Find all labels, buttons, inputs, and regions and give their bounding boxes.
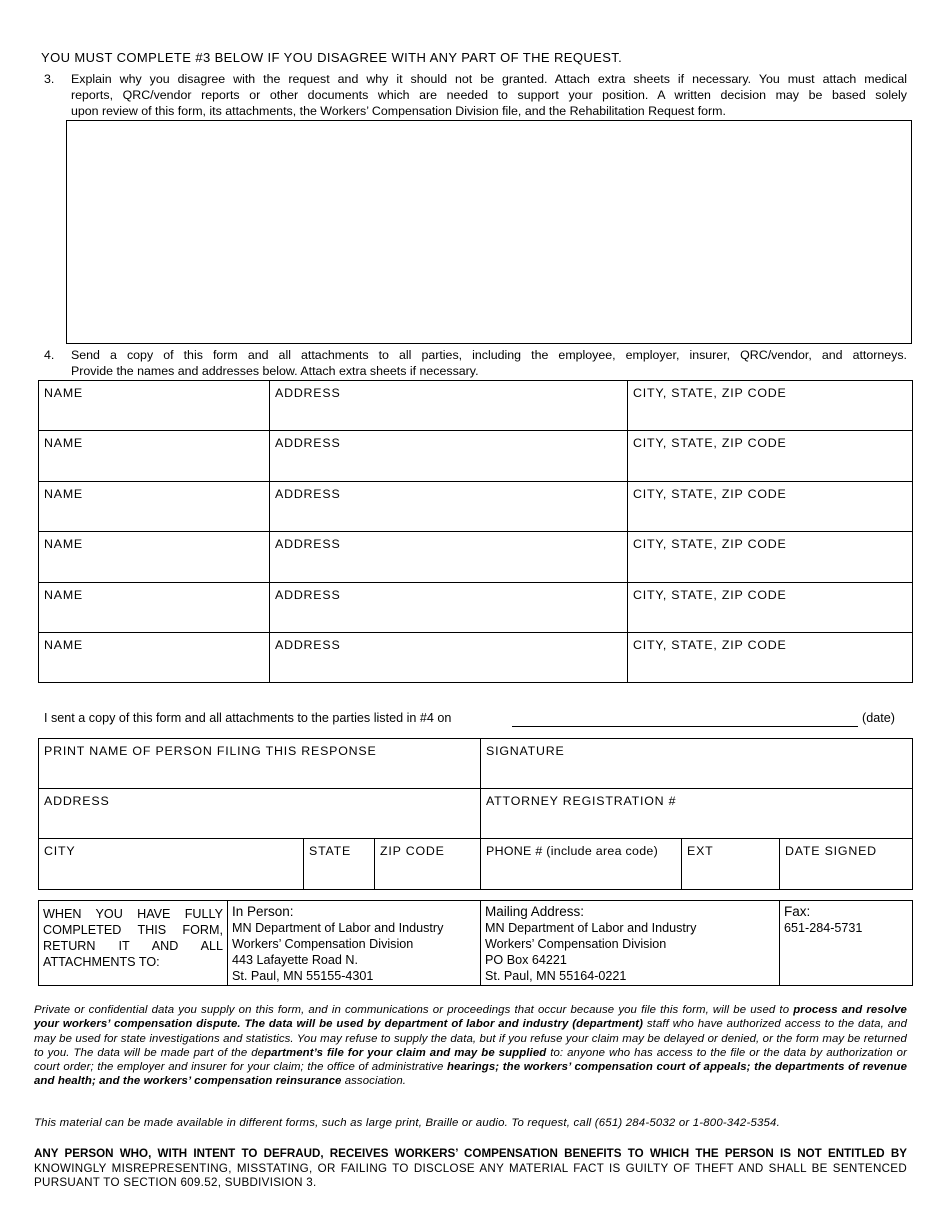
party-city-state-zip-field[interactable]: CITY, STATE, ZIP CODE [628,532,913,583]
sent-copy-statement: I sent a copy of this form and all attachments to the parties listed in #4 on [44,711,452,725]
party-name-field[interactable]: NAME [39,482,270,532]
section-header: YOU MUST COMPLETE #3 BELOW IF YOU DISAGREE WITH ANY PART OF THE REQUEST. [41,50,623,65]
mailing-address: Mailing Address: MN Department of Labor and Industry Workers’ Compensation Division PO Box 64221 St. Paul, MN 55164-0221 [481,901,780,986]
party-address-field[interactable]: ADDRESS [270,431,628,482]
party-city-state-zip-field[interactable]: CITY, STATE, ZIP CODE [628,381,913,431]
party-row [39,532,913,583]
item-4-number: 4. [44,348,55,362]
date-signed-field[interactable]: DATE SIGNED [780,839,913,890]
alternative-formats-notice: This material can be made available in different forms, such as large print, Braille or audio. To request, call (651) 284-5032 or 1-800-342-5354. [34,1117,780,1129]
fax-number: Fax: 651-284-5731 [780,901,913,986]
party-name-field[interactable]: NAME [39,381,270,431]
return-instructions: WHEN YOU HAVE FULLY COMPLETED THIS FORM, RETURN IT AND ALL ATTACHMENTS TO: [39,901,228,986]
ext-field[interactable]: EXT [682,839,780,890]
party-row [39,482,913,532]
party-row [39,381,913,431]
party-address-field[interactable]: ADDRESS [270,583,628,633]
city-field[interactable]: CITY [39,839,304,890]
item-3-line-1: Explain why you disagree with the request and why it should not be granted. Attach extra sheets if necessary. You must attach medical [71,72,907,86]
sent-date-label: (date) [862,711,895,725]
parties-table [38,380,913,683]
attorney-registration-field[interactable]: ATTORNEY REGISTRATION # [481,789,913,839]
party-city-state-zip-field[interactable]: CITY, STATE, ZIP CODE [628,633,913,683]
item-4-instructions [71,347,907,379]
party-city-state-zip-field[interactable]: CITY, STATE, ZIP CODE [628,431,913,482]
filer-table [38,738,913,890]
party-address-field[interactable]: ADDRESS [270,633,628,683]
item-3-number: 3. [44,72,55,86]
item-4-line-1: Send a copy of this form and all attachments to all parties, including the employee, employer, insurer, QRC/vendor, and attorneys. [71,348,907,362]
party-name-field[interactable]: NAME [39,431,270,482]
privacy-notice: Private or confidential data you supply on this form, and in communications or proceedings that occur because you file this form, will be used to process and resolve your workers’ compensation dispute. The data will be used by department of labor and industry (department) staff who have authorized access to the data, and may be used for state investigations and statistics. You may refuse to supply the data, but if you refuse your claim may be delayed or denied, or the form may be returned to you. The data will be made part of the department’s file for your claim and may be supplied to: anyone who has access to the file or the data by authorization or court order; the employer and insurer for your claim; the office of administrative hearings; the workers’ compensation court of appeals; the departments of revenue and health; and the workers’ compensation reinsurance association. [34,1004,908,1088]
party-city-state-zip-field[interactable]: CITY, STATE, ZIP CODE [628,482,913,532]
party-address-field[interactable]: ADDRESS [270,381,628,431]
item-3-line-2: reports, QRC/vendor reports or other documents which are needed to support your position. A written decision may be based solely [71,88,907,102]
party-row [39,633,913,683]
item-3-instructions [71,71,907,119]
party-city-state-zip-field[interactable]: CITY, STATE, ZIP CODE [628,583,913,633]
fraud-warning: ANY PERSON WHO, WITH INTENT TO DEFRAUD, RECEIVES WORKERS’ COMPENSATION BENEFITS TO WHICH THE PERSON IS NOT ENTITLED BY KNOWINGLY MISREPRESENTING, MISSTATING, OR FAILING TO DISCLOSE ANY MATERIAL FACT IS GUILTY OF THEFT AND SHALL BE SENTENCED PURSUANT TO SECTION 609.52, SUBDIVISION 3. [34,1147,907,1189]
sent-date-field[interactable] [512,726,858,727]
item-3-line-3: upon review of this form, its attachments, the Workers’ Compensation Division file, and the Rehabilitation Request form. [71,104,726,118]
zip-code-field[interactable]: ZIP CODE [375,839,481,890]
party-name-field[interactable]: NAME [39,583,270,633]
party-row [39,431,913,482]
party-row [39,583,913,633]
signature-field[interactable]: SIGNATURE [481,739,913,789]
print-name-field[interactable]: PRINT NAME OF PERSON FILING THIS RESPONSE [39,739,481,789]
in-person-address: In Person: MN Department of Labor and Industry Workers’ Compensation Division 443 Lafayette Road N. St. Paul, MN 55155-4301 [228,901,481,986]
filer-address-field[interactable]: ADDRESS [39,789,481,839]
disagreement-explanation-box[interactable] [66,120,912,344]
item-4-line-2: Provide the names and addresses below. Attach extra sheets if necessary. [71,364,479,378]
phone-field[interactable]: PHONE # (include area code) [481,839,682,890]
party-address-field[interactable]: ADDRESS [270,532,628,583]
return-to-table [38,900,913,986]
state-field[interactable]: STATE [304,839,375,890]
party-name-field[interactable]: NAME [39,633,270,683]
party-address-field[interactable]: ADDRESS [270,482,628,532]
party-name-field[interactable]: NAME [39,532,270,583]
